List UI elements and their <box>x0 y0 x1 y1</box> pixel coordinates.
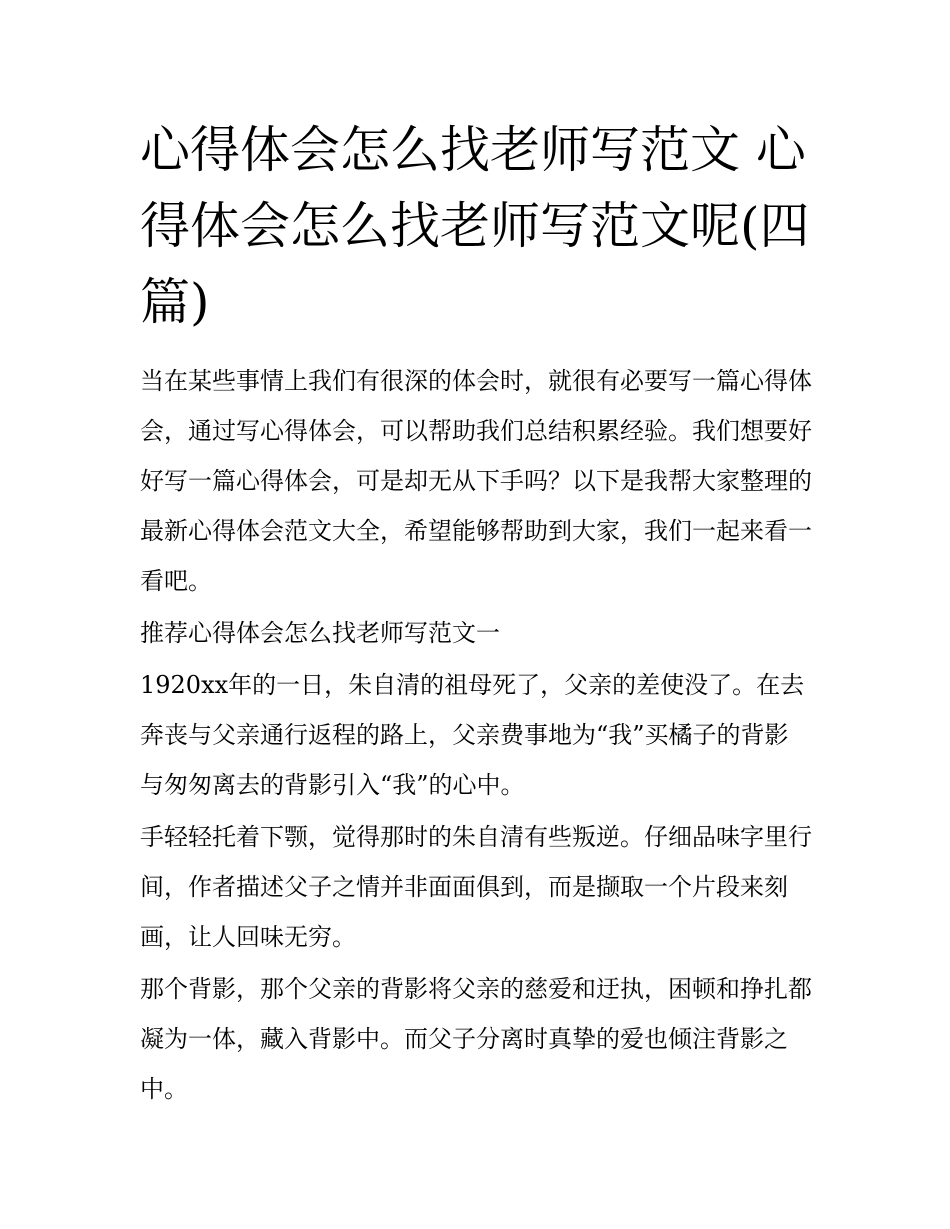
intro-paragraph: 当在某些事情上我们有很深的体会时，就很有必要写一篇心得体会，通过写心得体会，可以帮助我们总结积累经验。我们想要好好写一篇心得体会，可是却无从下手吗？以下是我帮大家整理的最新心得体会范文大全，希望能够帮助到大家，我们一起来看一看吧。 <box>140 367 812 595</box>
document-body <box>140 112 812 1116</box>
body-paragraph: 1920xx年的一日，朱自清的祖母死了，父亲的差使没了。在去奔丧与父亲通行返程的路上，父亲费事地为“我”买橘子的背影与匆匆离去的背影引入“我”的心中。 <box>140 671 805 799</box>
body-paragraph: 那个背影，那个父亲的背影将父亲的慈爱和迂执，困顿和挣扎都凝为一体，藏入背影中。而父子分离时真挚的爱也倾注背影之中。 <box>140 975 812 1103</box>
section-heading: 推荐心得体会怎么找老师写范文一 <box>140 619 500 647</box>
body-paragraph: 手轻轻托着下颚，觉得那时的朱自清有些叛逆。仔细品味字里行间，作者描述父子之情并非面面俱到，而是撷取一个片段来刻画，让人回味无穷。 <box>140 823 812 951</box>
document-title: 心得体会怎么找老师写范文 心得体会怎么找老师写范文呢(四篇) <box>140 121 810 331</box>
